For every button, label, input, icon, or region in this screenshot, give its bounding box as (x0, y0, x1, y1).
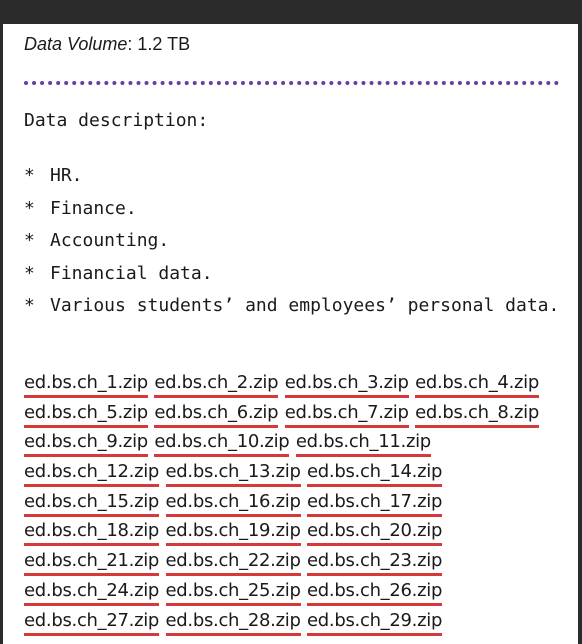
data-description-title: Data description: (24, 110, 209, 131)
file-row (24, 520, 569, 550)
file-link[interactable]: ed.bs.ch_12.zip (24, 461, 159, 487)
file-link[interactable]: ed.bs.ch_1.zip (24, 372, 148, 398)
file-link[interactable]: ed.bs.ch_28.zip (166, 610, 301, 636)
file-link[interactable]: ed.bs.ch_24.zip (24, 580, 159, 606)
list-item (24, 258, 564, 291)
dotted-divider (24, 81, 559, 85)
file-row (24, 431, 569, 461)
data-volume (24, 34, 190, 55)
list-item-text: Accounting. (50, 230, 170, 251)
file-row (24, 550, 569, 580)
file-link[interactable]: ed.bs.ch_9.zip (24, 431, 148, 457)
file-link[interactable]: ed.bs.ch_5.zip (24, 402, 148, 428)
file-link[interactable]: ed.bs.ch_7.zip (285, 402, 409, 428)
file-row (24, 402, 569, 432)
file-link[interactable]: ed.bs.ch_13.zip (166, 461, 301, 487)
top-bar (0, 0, 582, 24)
list-item-text: Various students’ and employees’ personal data. (50, 295, 560, 316)
file-link[interactable]: ed.bs.ch_18.zip (24, 520, 159, 546)
list-item-text: Financial data. (50, 262, 213, 284)
file-row (24, 580, 569, 610)
file-link[interactable]: ed.bs.ch_26.zip (307, 580, 442, 606)
file-link[interactable]: ed.bs.ch_3.zip (285, 372, 409, 398)
list-item (24, 193, 564, 226)
list-item (24, 225, 564, 258)
file-link[interactable]: ed.bs.ch_2.zip (154, 372, 278, 398)
file-link[interactable]: ed.bs.ch_20.zip (307, 520, 442, 546)
list-item (24, 160, 564, 193)
file-link[interactable]: ed.bs.ch_6.zip (154, 402, 278, 428)
file-link[interactable]: ed.bs.ch_8.zip (415, 402, 539, 428)
bullet: * (24, 230, 35, 251)
file-row (24, 491, 569, 521)
data-volume-label: Data Volume (24, 34, 128, 54)
list-item-text: Finance. (50, 197, 137, 219)
description-list (24, 160, 564, 323)
file-link[interactable]: ed.bs.ch_27.zip (24, 610, 159, 636)
file-link[interactable]: ed.bs.ch_17.zip (307, 491, 442, 517)
file-link[interactable]: ed.bs.ch_16.zip (166, 491, 301, 517)
file-link[interactable]: ed.bs.ch_22.zip (166, 550, 301, 576)
file-link[interactable]: ed.bs.ch_23.zip (307, 550, 442, 576)
file-link[interactable]: ed.bs.ch_14.zip (307, 461, 442, 487)
bullet: * (24, 295, 35, 316)
bullet: * (24, 165, 35, 186)
file-link[interactable]: ed.bs.ch_29.zip (307, 610, 442, 636)
file-link[interactable]: ed.bs.ch_10.zip (154, 431, 289, 457)
file-link[interactable]: ed.bs.ch_11.zip (296, 431, 431, 457)
file-link-list (24, 372, 569, 639)
post-content (3, 24, 578, 644)
data-volume-value: : 1.2 TB (127, 34, 191, 54)
file-link[interactable]: ed.bs.ch_19.zip (166, 520, 301, 546)
file-link[interactable]: ed.bs.ch_15.zip (24, 491, 159, 517)
list-item (24, 290, 564, 323)
file-link[interactable]: ed.bs.ch_4.zip (415, 372, 539, 398)
file-row (24, 372, 569, 402)
bullet: * (24, 262, 35, 284)
file-row (24, 461, 569, 491)
bullet: * (24, 197, 35, 219)
list-item-text: HR. (50, 165, 83, 186)
file-link[interactable]: ed.bs.ch_21.zip (24, 550, 159, 576)
file-row (24, 610, 569, 640)
file-link[interactable]: ed.bs.ch_25.zip (166, 580, 301, 606)
